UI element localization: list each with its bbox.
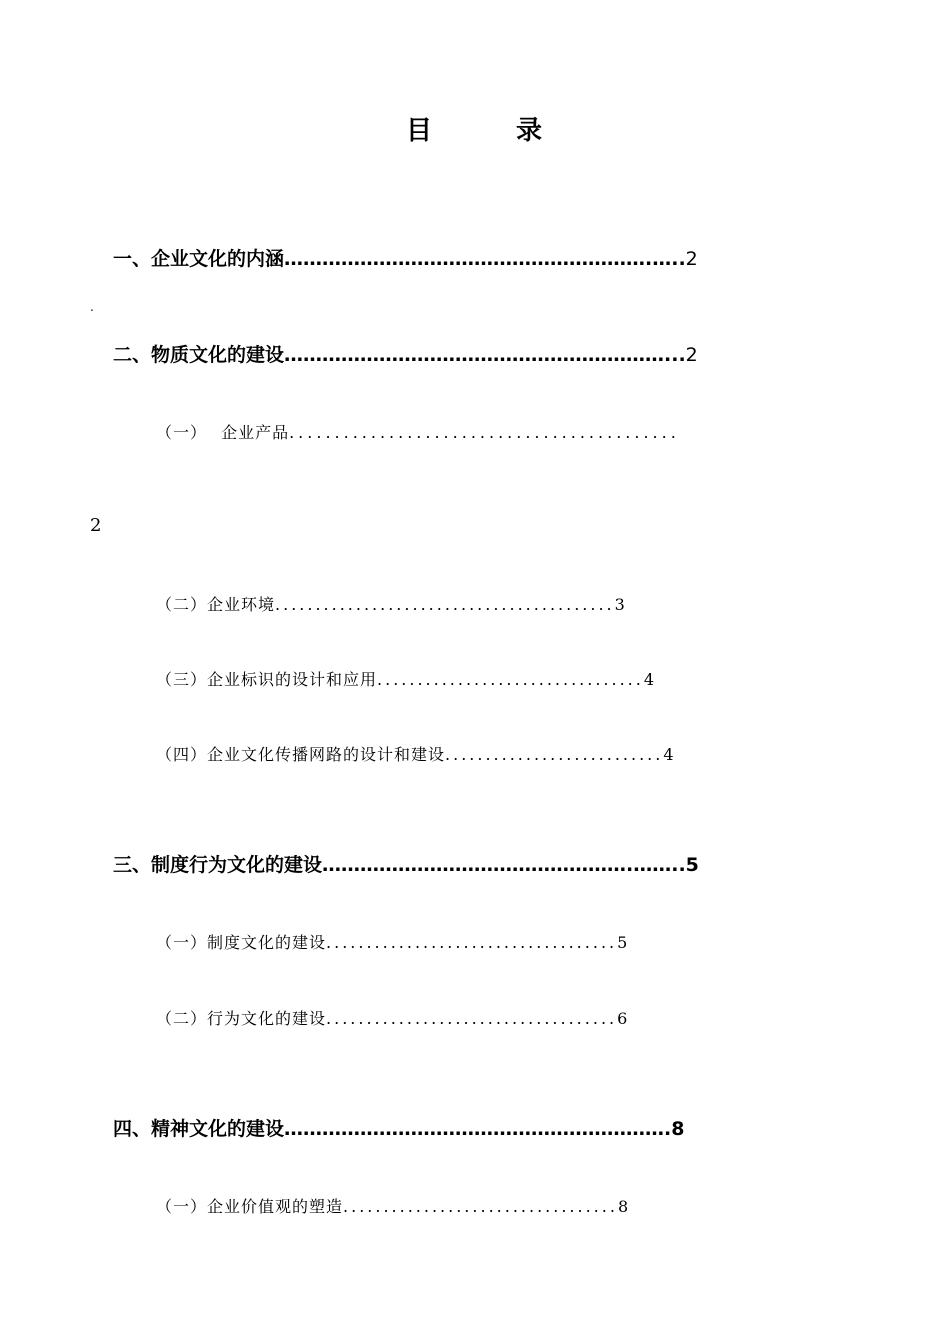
toc-entry-label: （四）企业文化传播网路的设计和建设 [156, 745, 446, 764]
toc-entry-7[interactable] [113, 850, 699, 877]
toc-leader: .......................................... [275, 595, 615, 614]
toc-entry-label: （一）制度文化的建设 [156, 933, 327, 952]
toc-page-number: 2 [685, 248, 698, 270]
toc-leader: ………………………………………………….….. [284, 248, 686, 270]
toc-entry-label: （一）企业价值观的塑造 [156, 1197, 344, 1216]
toc-leader: …………………………………………………... [303, 344, 686, 366]
toc-entry-label: （二）企业环境 [156, 595, 276, 614]
toc-entry-1[interactable] [113, 244, 698, 271]
toc-entry-label: 二、物质文化的建设… [113, 344, 304, 366]
toc-leader: ................................. [377, 670, 644, 689]
toc-entry-label: （三）企业标识的设计和应用 [156, 670, 378, 689]
toc-entry-11[interactable] [156, 1194, 776, 1217]
stray-mark: . [90, 300, 94, 314]
toc-entry-label: （一） 企业产品 [156, 423, 290, 442]
toc-entry-8[interactable] [156, 930, 776, 953]
toc-entry-10[interactable] [113, 1114, 684, 1141]
toc-entry-9[interactable] [156, 1006, 776, 1029]
toc-entry-label: 四、精神文化的建设 [113, 1118, 285, 1140]
title-char-1: 目 [405, 116, 434, 146]
toc-entry-4[interactable] [156, 592, 776, 615]
toc-page-number: 4 [643, 670, 656, 689]
toc-entry-label: （二）行为文化的建设 [156, 1009, 327, 1028]
toc-leader: .................................... [326, 933, 618, 952]
toc-leader: .................................... [326, 1009, 618, 1028]
toc-leader: ………………………………………….…….. [322, 854, 686, 876]
title-char-2: 录 [516, 116, 545, 146]
toc-page-number: 8 [617, 1197, 630, 1216]
toc-entry-label: 一、企业文化的内涵 [113, 248, 285, 270]
toc-page-number: 3 [614, 595, 626, 614]
toc-page-number: 2 [685, 344, 698, 366]
page-title [0, 110, 950, 147]
toc-entry-5[interactable] [156, 667, 776, 690]
toc-page-number: 8 [671, 1118, 685, 1140]
orphan-page-number: 2 [90, 515, 102, 536]
toc-page-number: 6 [617, 1009, 629, 1028]
toc-entry-2[interactable] [113, 340, 698, 367]
toc-leader: ……………………………………………………. [284, 1118, 672, 1140]
toc-entry-label: 三、制度行为文化的建设 [113, 854, 323, 876]
toc-page-number: 4 [663, 745, 675, 764]
toc-leader: .................................. [343, 1197, 618, 1216]
toc-entry-3[interactable] [156, 420, 776, 443]
toc-leader: ........................... [445, 745, 664, 764]
toc-page-number: 5 [685, 854, 699, 876]
toc-leader: ........................................... [289, 423, 680, 442]
toc-entry-6[interactable] [156, 742, 776, 765]
toc-page-number: 5 [617, 933, 629, 952]
